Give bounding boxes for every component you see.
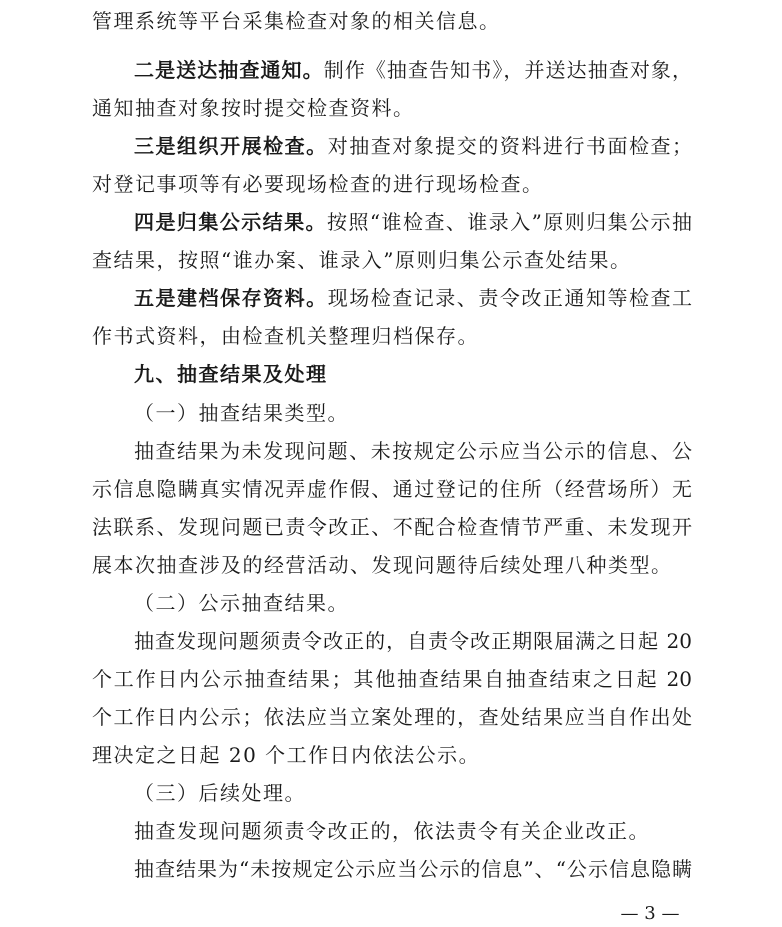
text-line xyxy=(92,704,692,730)
text-run: 示信息隐瞒真实情况弄虚作假、通过登记的住所（经营场所）无 xyxy=(92,477,692,501)
text-line xyxy=(92,666,692,692)
page-number: — 3 — xyxy=(620,903,680,924)
text-line xyxy=(134,209,692,235)
text-line xyxy=(92,552,692,578)
text-line xyxy=(92,171,692,197)
text-run: 抽查发现问题须责令改正的，自责令改正期限届满之日起 20 xyxy=(134,629,692,653)
subsection-heading xyxy=(134,590,692,616)
subsection-heading-text: （一）抽查结果类型。 xyxy=(134,401,349,425)
text-run: 展本次抽查涉及的经营活动、发现问题待后续处理八种类型。 xyxy=(92,553,673,577)
text-run: 管理系统等平台采集检查对象的相关信息。 xyxy=(92,9,501,33)
text-run: 查结果，按照“谁办案、谁录入”原则归集公示查处结果。 xyxy=(92,248,632,272)
text-run: 现场检查记录、责令改正通知等检查工 xyxy=(327,286,692,310)
text-line xyxy=(92,514,692,540)
subsection-heading xyxy=(134,400,692,426)
text-run: 个工作日内公示抽查结果；其他抽查结果自抽查结束之日起 20 xyxy=(92,667,692,691)
text-run: 抽查结果为未发现问题、未按规定公示应当公示的信息、公 xyxy=(134,439,692,463)
text-line xyxy=(92,247,692,273)
text-run: 对抽查对象提交的资料进行书面检查； xyxy=(327,134,692,158)
subsection-heading xyxy=(134,780,692,806)
text-run: 作书式资料，由检查机关整理归档保存。 xyxy=(92,324,479,348)
text-line xyxy=(92,742,692,768)
text-run: 个工作日内公示；依法应当立案处理的，查处结果应当自作出处 xyxy=(92,705,692,729)
text-line xyxy=(134,57,692,83)
text-line xyxy=(92,323,692,349)
paragraph-heading: 四是归集公示结果。 xyxy=(134,210,327,234)
paragraph-heading: 三是组织开展检查。 xyxy=(134,134,328,158)
section-heading-text: 九、抽查结果及处理 xyxy=(134,362,328,386)
text-run: 抽查发现问题须责令改正的，依法责令有关企业改正。 xyxy=(134,819,650,843)
paragraph-heading: 五是建档保存资料。 xyxy=(134,286,328,310)
section-heading xyxy=(134,361,692,387)
subsection-heading-text: （二）公示抽查结果。 xyxy=(134,591,349,615)
text-line xyxy=(134,133,692,159)
text-line xyxy=(134,856,692,882)
text-line xyxy=(92,476,692,502)
text-line xyxy=(92,95,692,121)
text-run: 通知抽查对象按时提交检查资料。 xyxy=(92,96,415,120)
text-line xyxy=(134,285,692,311)
text-run: 制作《抽查告知书》，并送达抽查对象， xyxy=(323,58,692,82)
text-run: 法联系、发现问题已责令改正、不配合检查情节严重、未发现开 xyxy=(92,515,692,539)
text-line xyxy=(134,628,692,654)
subsection-heading-text: （三）后续处理。 xyxy=(134,781,306,805)
text-run: 理决定之日起 20 个工作日内依法公示。 xyxy=(92,743,481,767)
text-run: 抽查结果为“未按规定公示应当公示的信息”、“公示信息隐瞒 xyxy=(134,857,692,881)
text-run: 对登记事项等有必要现场检查的进行现场检查。 xyxy=(92,172,544,196)
paragraph-heading: 二是送达抽查通知。 xyxy=(134,58,324,82)
text-line xyxy=(92,8,692,34)
text-run: 按照“谁检查、谁录入”原则归集公示抽 xyxy=(327,210,692,234)
text-line xyxy=(134,818,692,844)
text-line xyxy=(134,438,692,464)
